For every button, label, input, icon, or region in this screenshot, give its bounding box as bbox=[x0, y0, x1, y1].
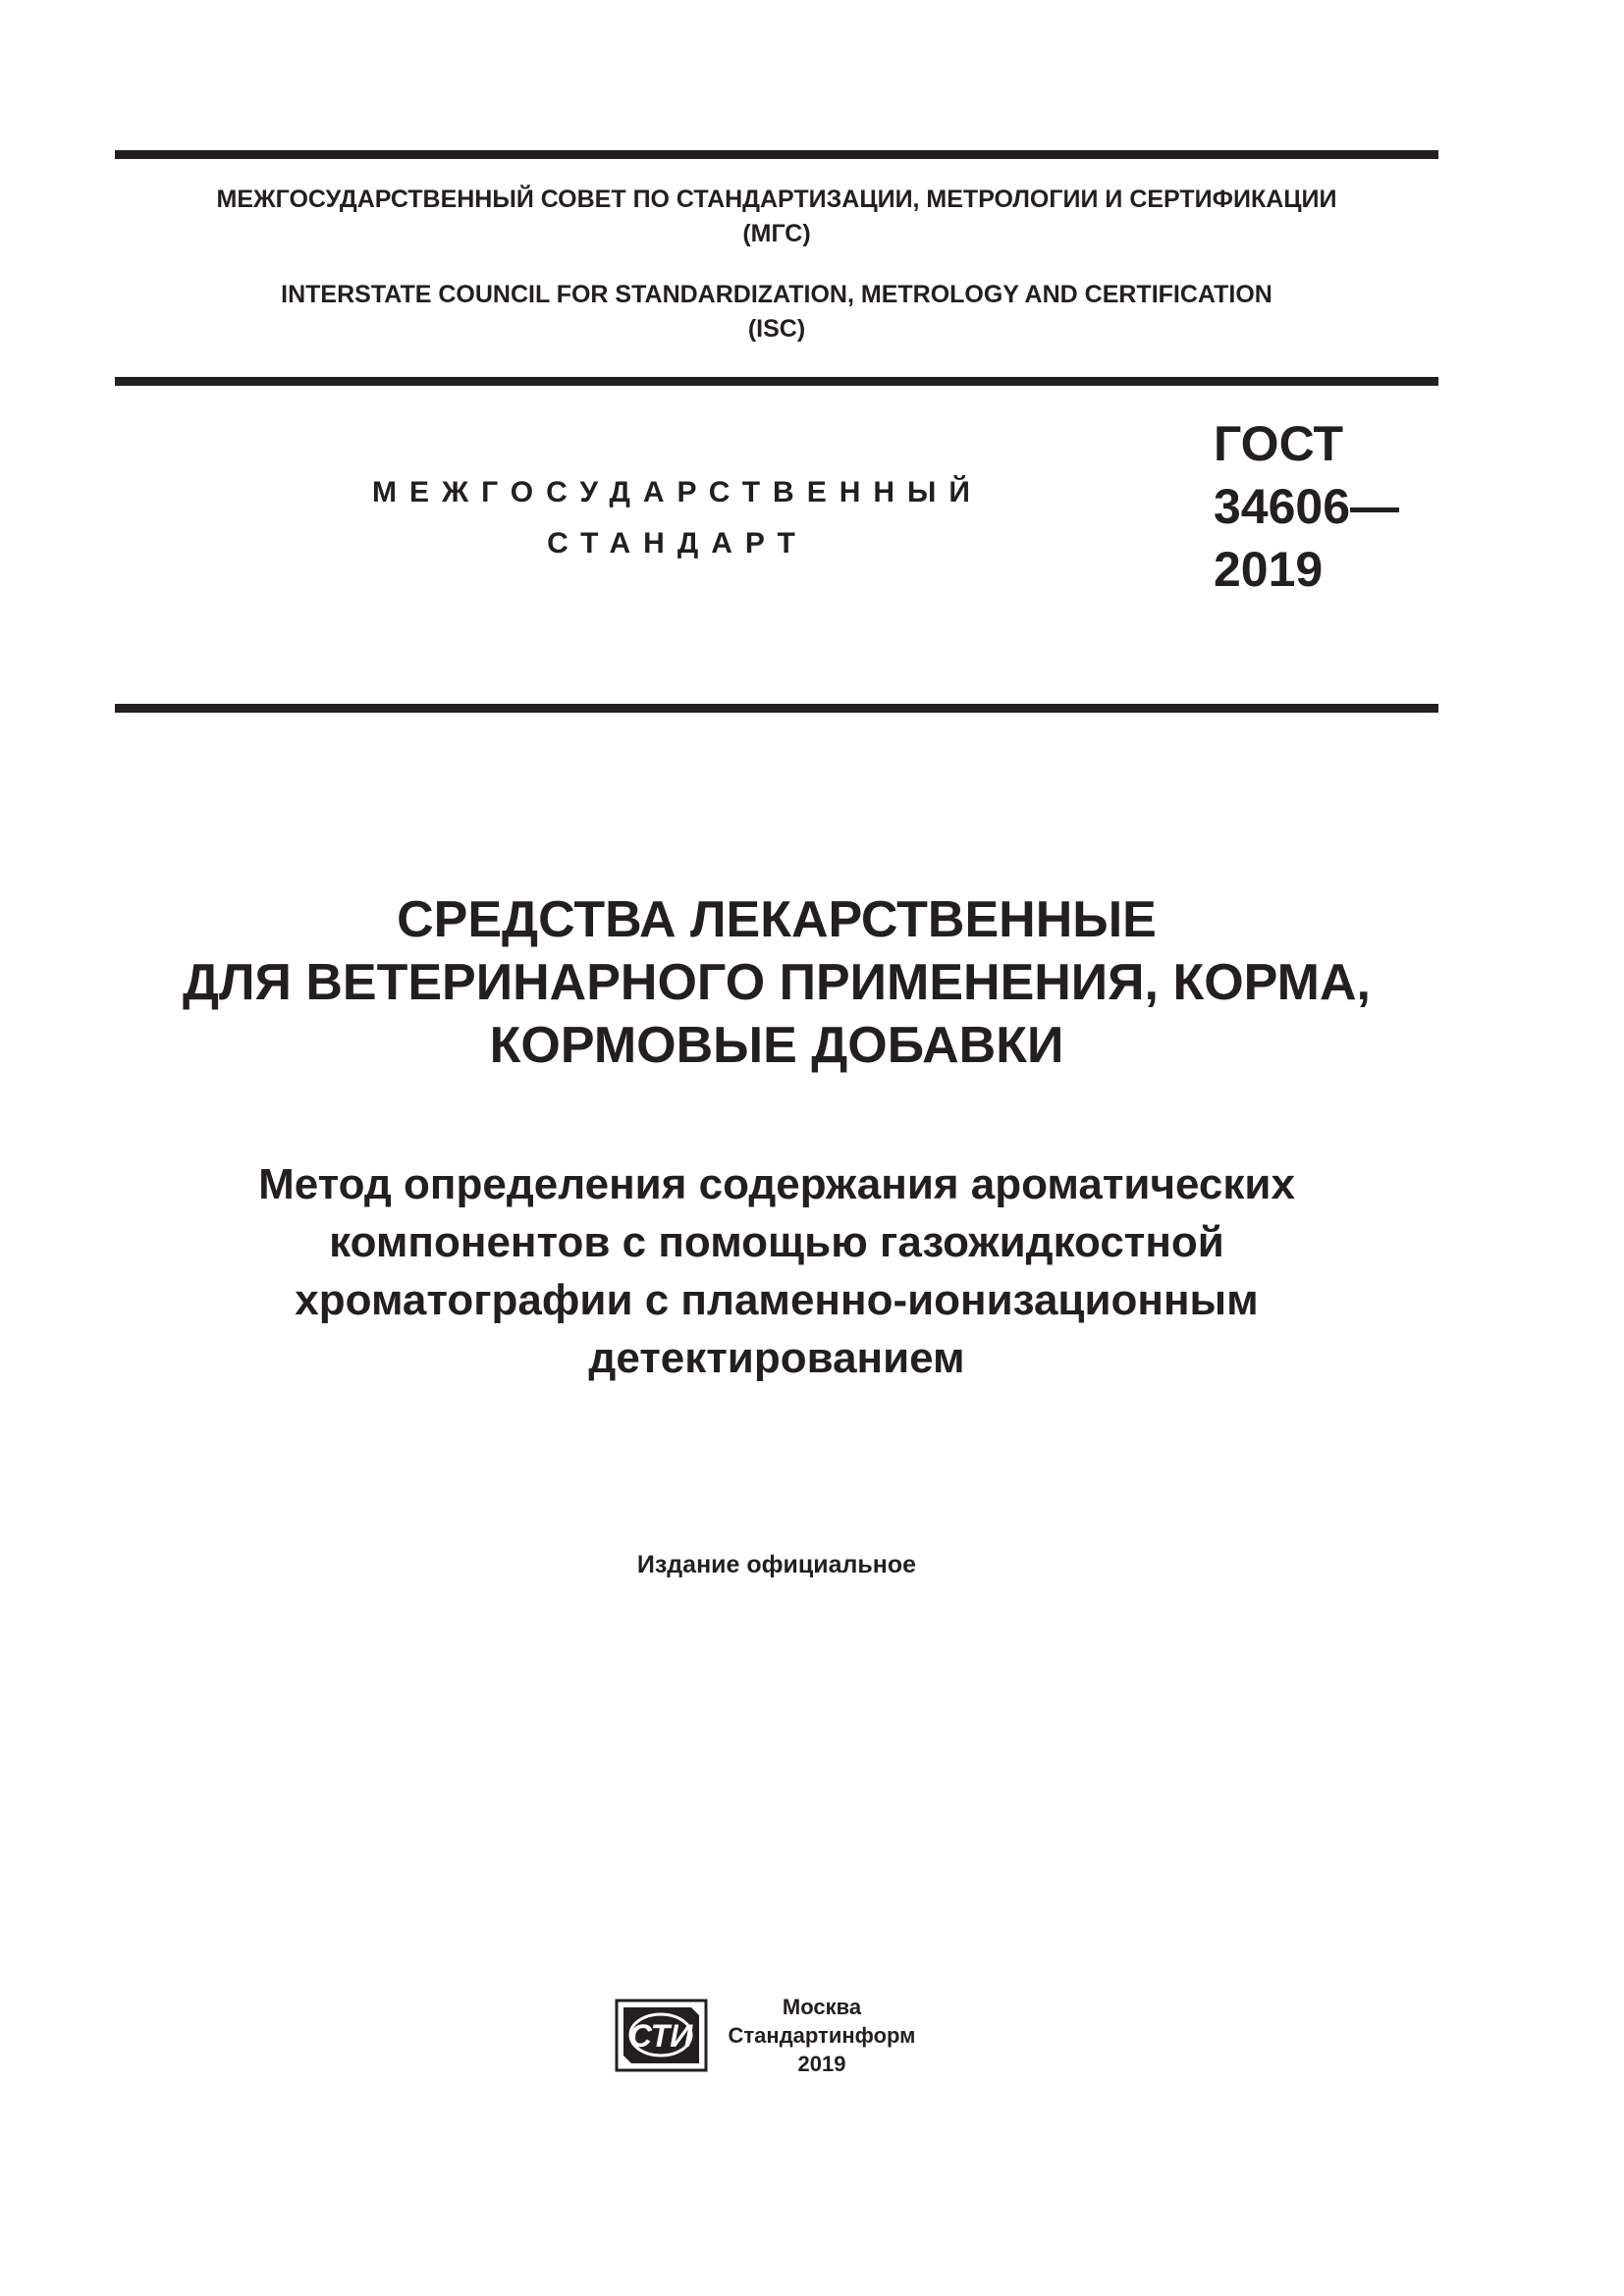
middle-rule bbox=[115, 377, 1438, 386]
designation-number: 34606— bbox=[1214, 479, 1400, 534]
subtitle-line: хроматографии с пламенно-ионизационным bbox=[295, 1276, 1259, 1324]
title-line: СРЕДСТВА ЛЕКАРСТВЕННЫЕ bbox=[397, 891, 1157, 948]
publisher-city: Москва bbox=[782, 1995, 862, 2019]
standard-type-line1: МЕЖГОСУДАРСТВЕННЫЙ bbox=[372, 476, 983, 508]
edition-label: Издание официальное bbox=[636, 1551, 917, 1578]
bottom-rule bbox=[115, 704, 1438, 713]
standartinform-logo-icon bbox=[615, 1999, 708, 2072]
subtitle-line: Метод определения содержания ароматических bbox=[258, 1160, 1295, 1208]
standard-designation bbox=[1214, 412, 1399, 601]
document-title bbox=[115, 888, 1438, 1077]
designation-year: 2019 bbox=[1214, 542, 1324, 597]
logo-lettering: СТИ bbox=[628, 2018, 693, 2054]
council-name-ru: МЕЖГОСУДАРСТВЕННЫЙ СОВЕТ ПО СТАНДАРТИЗАЦИИ, МЕТРОЛОГИИ И СЕРТИФИКАЦИИ bbox=[216, 186, 1337, 213]
document-subtitle bbox=[115, 1155, 1438, 1387]
subtitle-line: детектированием bbox=[588, 1334, 965, 1382]
subtitle-line: компонентов с помощью газожидкостной bbox=[329, 1218, 1224, 1266]
title-line: КОРМОВЫЕ ДОБАВКИ bbox=[489, 1017, 1064, 1074]
council-block bbox=[115, 183, 1438, 347]
council-abbr-ru: (МГС) bbox=[742, 220, 811, 247]
title-line: ДЛЯ ВЕТЕРИНАРНОГО ПРИМЕНЕНИЯ, КОРМА, bbox=[183, 954, 1371, 1011]
designation-prefix: ГОСТ bbox=[1214, 416, 1343, 471]
publisher-block bbox=[714, 1993, 930, 2078]
standard-type bbox=[295, 467, 1060, 569]
publisher-name: Стандартинформ bbox=[728, 2023, 916, 2048]
publisher-year: 2019 bbox=[797, 2052, 846, 2076]
standard-type-line2: СТАНДАРТ bbox=[547, 527, 808, 560]
top-rule bbox=[115, 150, 1438, 159]
council-name-en: INTERSTATE COUNCIL FOR STANDARDIZATION, METROLOGY AND CERTIFICATION bbox=[281, 281, 1272, 308]
council-abbr-en: (ISC) bbox=[747, 315, 806, 343]
